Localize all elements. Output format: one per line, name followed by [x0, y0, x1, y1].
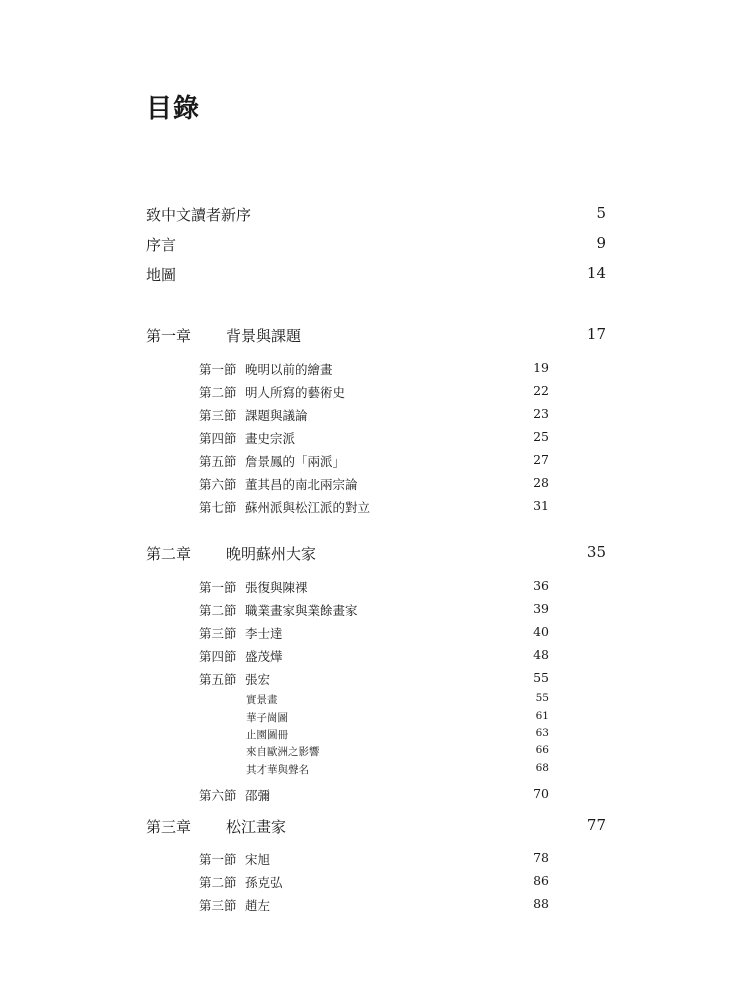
section-number: 第六節	[199, 477, 237, 492]
toc-section[interactable]	[199, 850, 549, 868]
toc-chapter-2[interactable]	[146, 543, 606, 564]
section-page: 27	[533, 452, 549, 467]
section-title: 孫克弘	[245, 875, 283, 890]
chapter-number: 第三章	[146, 818, 192, 836]
toc-subsection[interactable]	[246, 692, 549, 707]
toc-entry-label: 致中文讀者新序	[146, 206, 252, 224]
toc-section[interactable]	[199, 601, 549, 619]
section-number: 第一節	[199, 362, 237, 377]
section-title: 董其昌的南北兩宗論	[245, 477, 358, 492]
subsection-page: 61	[535, 710, 549, 722]
toc-subsection[interactable]	[246, 710, 549, 725]
toc-section[interactable]	[199, 647, 549, 665]
section-page: 19	[533, 360, 549, 375]
section-number: 第一節	[199, 580, 237, 595]
section-title: 盛茂燁	[245, 649, 283, 664]
chapter-page: 17	[586, 325, 606, 343]
section-number: 第四節	[199, 649, 237, 664]
toc-section[interactable]	[199, 498, 549, 516]
toc-section[interactable]	[199, 578, 549, 596]
section-title: 課題與議論	[245, 408, 308, 423]
section-number: 第五節	[199, 672, 237, 687]
section-page: 36	[533, 578, 549, 593]
section-title: 李士達	[245, 626, 283, 641]
toc-section[interactable]	[199, 475, 549, 493]
toc-entry-label: 序言	[146, 236, 177, 254]
section-number: 第七節	[199, 500, 237, 515]
toc-section[interactable]	[199, 624, 549, 642]
subsection-page: 68	[535, 762, 549, 774]
toc-entry-page: 9	[596, 234, 606, 252]
section-title: 畫史宗派	[245, 431, 296, 446]
toc-section[interactable]	[199, 406, 549, 424]
toc-section[interactable]	[199, 452, 549, 470]
section-title: 明人所寫的藝術史	[245, 385, 346, 400]
toc-subsection[interactable]	[246, 744, 549, 759]
chapter-number: 第一章	[146, 327, 192, 345]
chapter-title: 背景與課題	[226, 327, 302, 345]
toc-entry-front-preface[interactable]	[146, 234, 606, 255]
section-number: 第二節	[199, 603, 237, 618]
section-title: 詹景鳳的「兩派」	[245, 454, 346, 469]
chapter-page: 35	[586, 543, 606, 561]
section-title: 職業畫家與業餘畫家	[245, 603, 358, 618]
subsection-page: 63	[535, 727, 549, 739]
section-number: 第一節	[199, 852, 237, 867]
section-number: 第四節	[199, 431, 237, 446]
toc-chapter-3[interactable]	[146, 816, 606, 837]
section-page: 88	[533, 896, 549, 911]
toc-entry-page: 5	[596, 204, 606, 222]
toc-chapter-1[interactable]	[146, 325, 606, 346]
toc-section[interactable]	[199, 873, 549, 891]
subsection-title: 華子崗圖	[246, 712, 288, 724]
section-title: 趙左	[245, 898, 271, 913]
section-page: 55	[533, 670, 549, 685]
section-number: 第五節	[199, 454, 237, 469]
toc-entry-front-maps[interactable]	[146, 264, 606, 285]
toc-entry-page: 14	[586, 264, 606, 282]
subsection-title: 其才華與聲名	[246, 764, 309, 776]
chapter-title: 晚明蘇州大家	[226, 545, 317, 563]
section-page: 28	[533, 475, 549, 490]
toc-entry-label: 地圖	[146, 266, 177, 284]
section-page: 39	[533, 601, 549, 616]
section-number: 第三節	[199, 626, 237, 641]
subsection-page: 66	[535, 744, 549, 756]
section-page: 22	[533, 383, 549, 398]
toc-section[interactable]	[199, 429, 549, 447]
section-page: 23	[533, 406, 549, 421]
section-page: 25	[533, 429, 549, 444]
page-title: 目錄	[146, 94, 201, 124]
section-title: 邵彌	[245, 788, 271, 803]
section-page: 48	[533, 647, 549, 662]
section-title: 蘇州派與松江派的對立	[245, 500, 371, 515]
toc-section[interactable]	[199, 360, 549, 378]
section-title: 晚明以前的繪畫	[245, 362, 333, 377]
section-number: 第二節	[199, 875, 237, 890]
toc-entry-front-new-preface[interactable]	[146, 204, 606, 225]
section-title: 宋旭	[245, 852, 271, 867]
section-page: 31	[533, 498, 549, 513]
section-page: 40	[533, 624, 549, 639]
toc-subsection[interactable]	[246, 762, 549, 777]
toc-section[interactable]	[199, 786, 549, 804]
section-title: 張復與陳裸	[245, 580, 308, 595]
toc-section[interactable]	[199, 670, 549, 688]
subsection-title: 實景畫	[246, 694, 278, 706]
section-number: 第二節	[199, 385, 237, 400]
toc-section[interactable]	[199, 896, 549, 914]
section-number: 第三節	[199, 898, 237, 913]
section-number: 第六節	[199, 788, 237, 803]
section-page: 78	[533, 850, 549, 865]
subsection-title: 止園圖冊	[246, 729, 288, 741]
toc-section[interactable]	[199, 383, 549, 401]
chapter-number: 第二章	[146, 545, 192, 563]
section-title: 張宏	[245, 672, 271, 687]
subsection-page: 55	[535, 692, 549, 704]
section-page: 86	[533, 873, 549, 888]
chapter-page: 77	[586, 816, 606, 834]
chapter-title: 松江畫家	[226, 818, 287, 836]
subsection-title: 來自歐洲之影響	[246, 746, 320, 758]
section-number: 第三節	[199, 408, 237, 423]
toc-subsection[interactable]	[246, 727, 549, 742]
section-page: 70	[533, 786, 549, 801]
